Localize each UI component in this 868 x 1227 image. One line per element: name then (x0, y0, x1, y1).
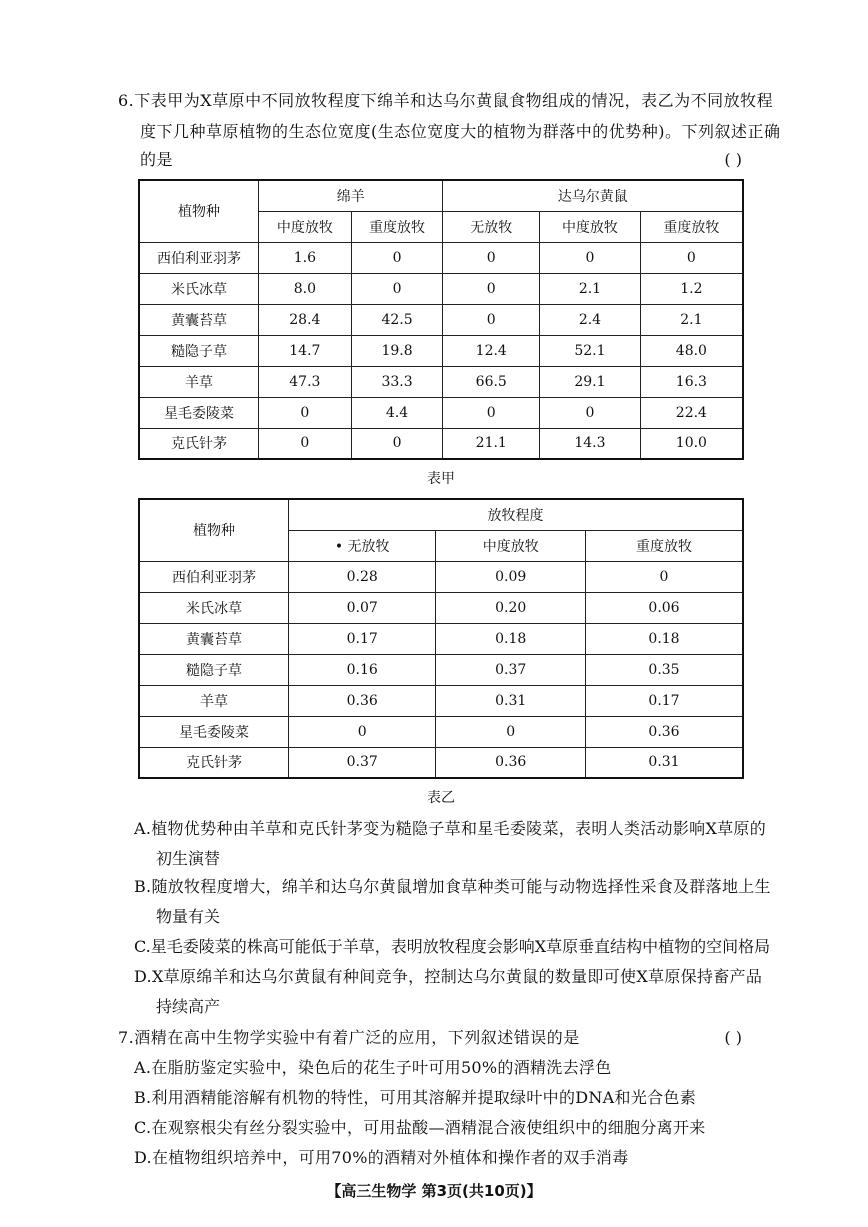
table-yi-caption: 表乙 (427, 790, 455, 806)
table-cell: 29.1 (540, 366, 641, 397)
table-cell: 21.1 (443, 428, 540, 459)
table-row (139, 335, 743, 366)
page-footer: 【高三生物学 第3页(共10页)】 (326, 1182, 542, 1200)
table-cell: 0 (443, 304, 540, 335)
table-jia-subheader: 重度放牧 (351, 211, 443, 242)
table-cell: 0 (351, 273, 443, 304)
table-jia-caption: 表甲 (427, 471, 455, 487)
table-cell: 0.31 (585, 747, 743, 778)
table-yi-subheader: 重度放牧 (585, 530, 743, 561)
table-row (139, 747, 743, 778)
q6-stem-line3: 的是 (140, 150, 174, 169)
table-jia (138, 179, 744, 460)
table-cell: 0.07 (288, 592, 436, 623)
table-yi-plant-header: 植物种 (139, 499, 288, 561)
table-cell: 0.09 (436, 561, 586, 592)
table-cell: 10.0 (640, 428, 743, 459)
table-cell: 0.36 (585, 716, 743, 747)
row-label: 黄囊苔草 (139, 304, 259, 335)
row-label: 米氏冰草 (139, 273, 259, 304)
table-cell: 28.4 (259, 304, 352, 335)
table-cell: 14.3 (540, 428, 641, 459)
table-row (139, 685, 743, 716)
table-row (139, 716, 743, 747)
q7-option-c: C.在观察根尖有丝分裂实验中，可用盐酸—酒精混合液使组织中的细胞分离开来 (134, 1118, 706, 1137)
row-label: 星毛委陵菜 (139, 397, 259, 428)
table-row (139, 242, 743, 273)
table-cell: 0.36 (436, 747, 586, 778)
table-jia-sheep-header: 绵羊 (259, 180, 443, 211)
table-yi-subheader: • 无放牧 (288, 530, 436, 561)
row-label: 西伯利亚羽茅 (139, 561, 288, 592)
row-label: 克氏针茅 (139, 747, 288, 778)
table-cell: 0 (259, 397, 352, 428)
table-row (139, 623, 743, 654)
table-row (139, 366, 743, 397)
table-cell: 0.17 (585, 685, 743, 716)
table-cell: 0 (540, 242, 641, 273)
table-row (139, 397, 743, 428)
table-cell: 2.1 (540, 273, 641, 304)
table-jia-plant-header: 植物种 (139, 180, 259, 242)
table-cell: 0 (436, 716, 586, 747)
table-cell: 0 (585, 561, 743, 592)
q6-answer-blank: ( ) (724, 150, 742, 169)
table-cell: 8.0 (259, 273, 352, 304)
q6-option-a-cont: 初生演替 (156, 849, 221, 868)
table-cell: 52.1 (540, 335, 641, 366)
table-cell: 16.3 (640, 366, 743, 397)
table-cell: 0 (259, 428, 352, 459)
table-yi (138, 498, 744, 779)
row-label: 星毛委陵菜 (139, 716, 288, 747)
table-cell: 0 (351, 428, 443, 459)
row-label: 羊草 (139, 366, 259, 397)
table-cell: 2.4 (540, 304, 641, 335)
row-label: 糙隐子草 (139, 654, 288, 685)
table-jia-subheader: 中度放牧 (259, 211, 352, 242)
table-cell: 4.4 (351, 397, 443, 428)
row-label: 糙隐子草 (139, 335, 259, 366)
q7-answer-blank: ( ) (724, 1028, 742, 1047)
table-cell: 0.16 (288, 654, 436, 685)
row-label: 黄囊苔草 (139, 623, 288, 654)
table-cell: 42.5 (351, 304, 443, 335)
table-cell: 0 (540, 397, 641, 428)
table-cell: 0 (443, 273, 540, 304)
q7-stem: 7.酒精在高中生物学实验中有着广泛的应用，下列叙述错误的是 (118, 1028, 580, 1047)
q7-option-b: B.利用酒精能溶解有机物的特性，可用其溶解并提取绿叶中的DNA和光合色素 (134, 1088, 697, 1107)
table-cell: 0 (351, 242, 443, 273)
table-cell: 66.5 (443, 366, 540, 397)
table-cell: 19.8 (351, 335, 443, 366)
q6-option-b: B.随放牧程度增大，绵羊和达乌尔黄鼠增加食草种类可能与动物选择性采食及群落地上生 (134, 877, 771, 896)
row-label: 西伯利亚羽茅 (139, 242, 259, 273)
table-row (139, 654, 743, 685)
table-cell: 0.28 (288, 561, 436, 592)
table-cell: 2.1 (640, 304, 743, 335)
table-jia-subheader: 无放牧 (443, 211, 540, 242)
q6-option-a: A.植物优势种由羊草和克氏针茅变为糙隐子草和星毛委陵菜，表明人类活动影响X草原的 (134, 819, 767, 838)
table-yi-subheader: 中度放牧 (436, 530, 586, 561)
table-row (139, 592, 743, 623)
row-label: 克氏针茅 (139, 428, 259, 459)
table-cell: 33.3 (351, 366, 443, 397)
table-row (139, 304, 743, 335)
table-cell: 0 (288, 716, 436, 747)
table-cell: 0.06 (585, 592, 743, 623)
table-row (139, 561, 743, 592)
table-jia-rat-header: 达乌尔黄鼠 (443, 180, 743, 211)
table-cell: 22.4 (640, 397, 743, 428)
table-cell: 12.4 (443, 335, 540, 366)
table-cell: 0.31 (436, 685, 586, 716)
table-cell: 0.18 (436, 623, 586, 654)
table-cell: 0.18 (585, 623, 743, 654)
q7-option-a: A.在脂肪鉴定实验中，染色后的花生子叶可用50%的酒精洗去浮色 (134, 1058, 612, 1077)
table-row (139, 273, 743, 304)
table-cell: 0.36 (288, 685, 436, 716)
row-label: 羊草 (139, 685, 288, 716)
table-cell: 0.20 (436, 592, 586, 623)
q6-option-b-cont: 物量有关 (156, 907, 221, 926)
q6-option-c: C.星毛委陵菜的株高可能低于羊草，表明放牧程度会影响X草原垂直结构中植物的空间格局 (134, 937, 771, 956)
row-label: 米氏冰草 (139, 592, 288, 623)
table-yi-grazing-header: 放牧程度 (288, 499, 743, 530)
table-cell: 0 (640, 242, 743, 273)
table-cell: 14.7 (259, 335, 352, 366)
table-cell: 0.37 (288, 747, 436, 778)
q7-option-d: D.在植物组织培养中，可用70%的酒精对外植体和操作者的双手消毒 (134, 1148, 629, 1167)
table-jia-subheader: 中度放牧 (540, 211, 641, 242)
table-cell: 0.35 (585, 654, 743, 685)
table-row (139, 428, 743, 459)
table-cell: 47.3 (259, 366, 352, 397)
table-cell: 1.6 (259, 242, 352, 273)
table-cell: 0.37 (436, 654, 586, 685)
q6-stem-line2: 度下几种草原植物的生态位宽度(生态位宽度大的植物为群落中的优势种)。下列叙述正确 (140, 122, 781, 141)
table-cell: 48.0 (640, 335, 743, 366)
table-cell: 0 (443, 242, 540, 273)
table-cell: 0 (443, 397, 540, 428)
q6-stem-line1: 6.下表甲为X草原中不同放牧程度下绵羊和达乌尔黄鼠食物组成的情况，表乙为不同放牧程 (118, 91, 774, 110)
table-cell: 0.17 (288, 623, 436, 654)
table-cell: 1.2 (640, 273, 743, 304)
table-jia-subheader: 重度放牧 (640, 211, 743, 242)
q6-option-d-cont: 持续高产 (156, 997, 221, 1016)
q6-option-d: D.X草原绵羊和达乌尔黄鼠有种间竞争，控制达乌尔黄鼠的数量即可使X草原保持畜产品 (134, 967, 763, 986)
